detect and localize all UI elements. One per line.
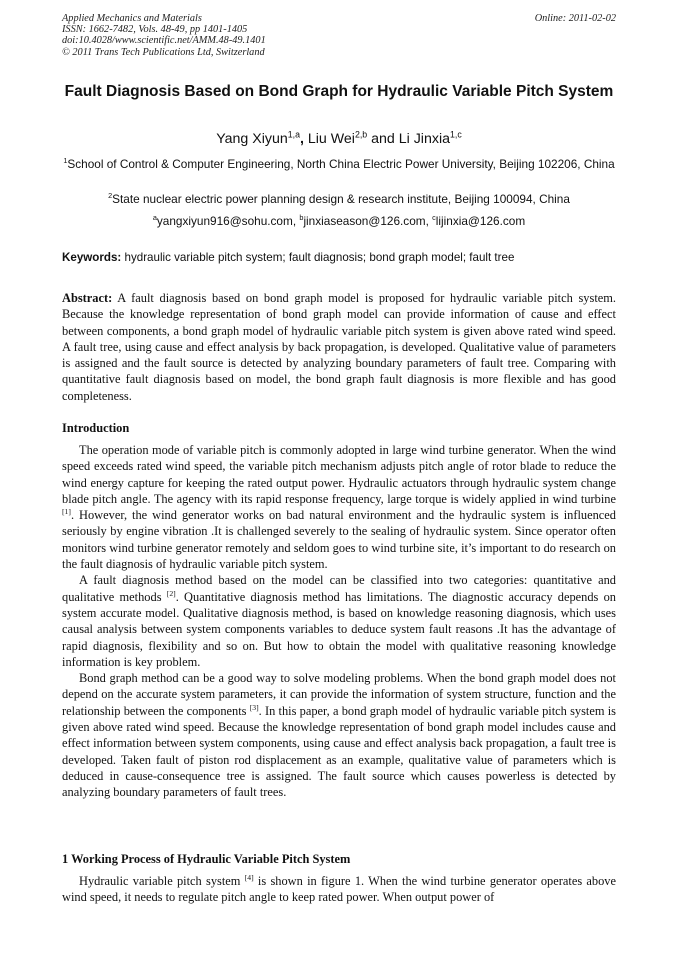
introduction-body bbox=[62, 442, 616, 801]
abstract-text: A fault diagnosis based on bond graph model is proposed for hydraulic variable pitch system. Because the knowledge representation of bond graph model can provide information of cause and effect between components, a bond graph model of hydraulic variable pitch system is given above rated wind speed. A fault tree, using cause and effect analysis by back propagation, is developed. Qualitative value of parameters is assigned and the fault source is detected by analyzing boundary parameters of fault tree. Comparing with quantitative fault diagnosis based on model, the bond graph fault diagnosis is more flexible and has good completeness. bbox=[62, 291, 616, 403]
journal-name: Applied Mechanics and Materials bbox=[62, 13, 202, 24]
author-name: Li Jinxia bbox=[398, 131, 450, 147]
journal-header bbox=[62, 13, 616, 58]
online-date: Online: 2011-02-02 bbox=[534, 13, 616, 24]
introduction-heading: Introduction bbox=[62, 421, 130, 435]
affiliation-text: School of Control & Computer Engineering, North China Electric Power University, Beijing 102206, China bbox=[67, 157, 615, 171]
paragraph-text: . Quantitative diagnosis method has limitations. The diagnostic accuracy depends on system accurate model. Qualitative diagnosis method, is based on knowledge reasoning diagnosis, which uses causal analysis between system components variables to deduce system fault reasons .It has the advantage of rapid diagnosis, flexibility and so on. But how to obtain the model with qualitative reasoning knowledge information is key problem. bbox=[62, 589, 616, 669]
author-separator: and bbox=[367, 131, 399, 147]
copyright-line: © 2011 Trans Tech Publications Ltd, Switzerland bbox=[62, 46, 265, 58]
abstract-label: Abstract: bbox=[62, 291, 113, 305]
author-list bbox=[62, 131, 616, 148]
author-name: Yang Xiyun bbox=[216, 131, 288, 147]
paragraph bbox=[62, 873, 616, 906]
author-affiliation-mark: 2,b bbox=[354, 129, 368, 140]
affiliation-text: State nuclear electric power planning design & research institute, Beijing 100094, China bbox=[112, 192, 570, 206]
email-mark: a bbox=[152, 213, 157, 223]
paragraph-text: . In this paper, a bond graph model of hydraulic variable pitch system is given above rated wind speed. Because the knowledge representation of bond graph model includes cause and effect information between system components, using cause and effect analysis back propagation, a fault tree is developed. Taken fault of piston rod displacement as an example, qualitative value of parameters which is deduced in cause-consequence tree is assigned. The fault source which causes powerless is detected by analyzing boundary parameters of fault trees. bbox=[62, 703, 616, 800]
keywords-text: hydraulic variable pitch system; fault diagnosis; bond graph model; fault tree bbox=[121, 251, 515, 264]
keywords bbox=[62, 251, 616, 265]
author-separator: , bbox=[299, 131, 308, 147]
affiliation-1 bbox=[62, 157, 616, 172]
paper-title: Fault Diagnosis Based on Bond Graph for Hydraulic Variable Pitch System bbox=[64, 83, 614, 100]
paragraph-text: A fault diagnosis method based on the model can be classified into two categories: quantitative and qualitative methods bbox=[62, 573, 616, 604]
section-1-body bbox=[62, 873, 616, 906]
paragraph-text: Hydraulic variable pitch system bbox=[79, 874, 245, 888]
author-affiliation-mark: 1,c bbox=[450, 129, 462, 140]
email-line bbox=[62, 214, 616, 229]
citation-ref: [1] bbox=[62, 507, 71, 517]
section-1-heading: 1 Working Process of Hydraulic Variable Pitch System bbox=[62, 852, 351, 866]
email-address: yangxiyun916@sohu.com, bbox=[156, 214, 300, 228]
citation-ref: [4] bbox=[244, 872, 254, 882]
author-name: Liu Wei bbox=[307, 131, 355, 147]
affiliation-mark: 1 bbox=[63, 156, 68, 166]
email-address: lijinxia@126.com bbox=[435, 214, 526, 228]
affiliation-2 bbox=[62, 192, 616, 207]
paragraph bbox=[62, 572, 616, 670]
email-mark: c bbox=[432, 213, 436, 223]
citation-ref: [3] bbox=[249, 702, 259, 712]
affiliation-mark: 2 bbox=[108, 191, 113, 201]
keywords-label: Keywords: bbox=[62, 251, 122, 264]
abstract bbox=[62, 290, 616, 404]
paragraph-text: The operation mode of variable pitch is commonly adopted in large wind turbine generator. When the wind speed exceeds rated wind speed, the variable pitch mechanism adjusts pitch angle of rotor blade to reduce the wind energy capture for keeping the rated output power. Hydraulic actuators through hydraulic system change blade pitch angle. The agency with its rapid response frequency, large torque is widely applied in wind turbine bbox=[62, 443, 616, 506]
paragraph bbox=[62, 670, 616, 800]
email-mark: b bbox=[299, 213, 304, 223]
paragraph-text: is shown in figure 1. When the wind turbine generator operates above wind speed, it needs to regulate pitch angle to keep rated power. When output power of bbox=[62, 874, 616, 905]
doi-line: doi:10.4028/www.scientific.net/AMM.48-49.1401 bbox=[62, 35, 266, 47]
paragraph-text: Bond graph method can be a good way to solve modeling problems. When the bond graph model does not depend on the accurate system parameters, it can provide the information of system structure, function and the relationship between the components bbox=[62, 671, 616, 718]
issn-line: ISSN: 1662-7482, Vols. 48-49, pp 1401-1405 bbox=[62, 24, 248, 36]
email-address: jinxiaseason@126.com, bbox=[303, 214, 433, 228]
author-affiliation-mark: 1,a bbox=[287, 129, 300, 140]
paragraph bbox=[62, 442, 616, 572]
paragraph-text: . However, the wind generator works on bad natural environment and the hydraulic system is influenced seriously by engine vibration .It is challenged severely to the sealing of hydraulic system. Since operator often monitors wind turbine generator remotely and seldom goes to wind turbine site, it’s important to do research on the fault diagnosis of hydraulic variable pitch system. bbox=[62, 508, 616, 572]
citation-ref: [2] bbox=[166, 588, 176, 598]
